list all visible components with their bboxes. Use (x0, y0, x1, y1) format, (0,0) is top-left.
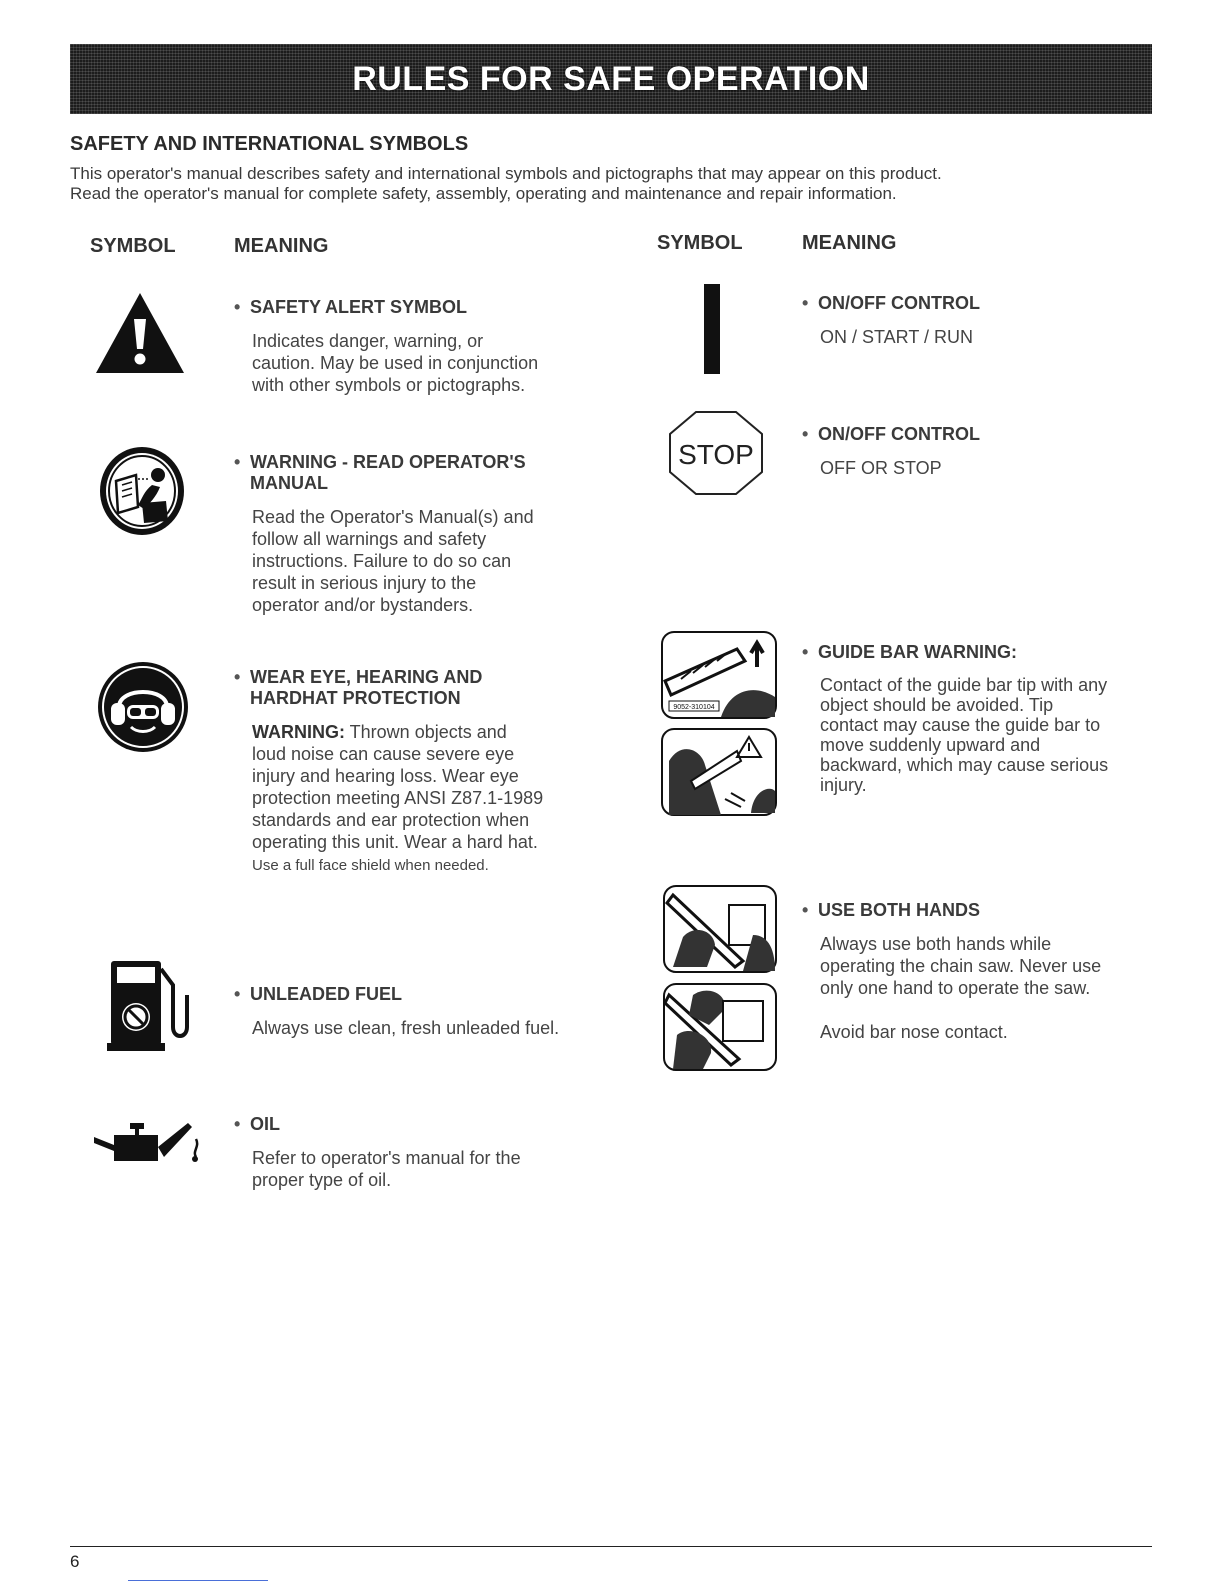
banner-title: RULES FOR SAFE OPERATION (352, 59, 870, 98)
svg-text:STOP: STOP (678, 439, 754, 470)
entry-body: ON / START / RUN (820, 327, 974, 347)
entry-title: • GUIDE BAR WARNING: (802, 642, 1017, 662)
face-shield-note: Use a full face shield when needed. (252, 857, 489, 874)
entry-safety-alert (234, 297, 614, 396)
entry-oil (234, 1114, 614, 1191)
entry-title: • ON/OFF CONTROL (802, 424, 980, 444)
entry-body (234, 721, 614, 876)
entry-body: Always use both hands while operating the chain saw. Never use only one hand to operate the saw. (820, 934, 1102, 998)
entry-body-2: Avoid bar nose contact. (820, 1022, 1008, 1042)
entry-body: Refer to operator's manual for the proper type of oil. (252, 1148, 521, 1190)
svg-text:9052-310104: 9052-310104 (673, 704, 715, 711)
intro-line-2: Read the operator's manual for complete safety, assembly, operating and maintenance and repair information. (70, 184, 897, 203)
left-meaning-header: MEANING (234, 235, 329, 257)
left-symbol-header: SYMBOL (90, 235, 176, 257)
safety-alert-icon (94, 289, 186, 382)
entry-body: OFF OR STOP (820, 458, 942, 478)
intro-text (70, 164, 1160, 204)
stop-sign-icon (668, 410, 764, 501)
eye-ear-protection-icon (97, 661, 189, 758)
link-underline (128, 1580, 268, 1581)
entry-body: Contact of the guide bar tip with any object should be avoided. Tip contact may cause the guide bar to move suddenly upward and backward, which may cause serious injury. (820, 675, 1109, 795)
entry-body: Read the Operator's Manual(s) and follow all warnings and safety instructions. Failure to do so can result in serious injury to the operator and/or bystanders. (252, 507, 534, 615)
entry-body: Always use clean, fresh unleaded fuel. (252, 1018, 560, 1038)
entry-guide-bar (802, 642, 1162, 795)
page-number: 6 (70, 1552, 80, 1571)
fuel-pump-icon (107, 955, 191, 1060)
section-heading: SAFETY AND INTERNATIONAL SYMBOLS (70, 133, 469, 155)
guide-bar-kickback-icon (661, 631, 777, 822)
entry-body: Indicates danger, warning, or caution. May be used in conjunction with other symbols or pictographs. (252, 331, 539, 395)
entry-both-hands (802, 900, 1162, 1043)
on-bar-icon (704, 284, 720, 374)
entry-fuel (234, 984, 614, 1039)
entry-title: • OIL (234, 1114, 280, 1134)
warning-lead: WARNING: (252, 722, 345, 742)
entry-title: • WARNING - READ OPERATOR'S MANUAL (234, 452, 526, 493)
entry-off-control (802, 424, 1162, 479)
oil-can-icon (92, 1117, 202, 1174)
entry-title: • SAFETY ALERT SYMBOL (234, 297, 468, 317)
right-symbol-header: SYMBOL (657, 232, 743, 254)
warning-text: Thrown objects and loud noise can cause severe eye injury and hearing loss. Wear eye protection meeting ANSI Z87.1-1989 standards and ear protection when operating this unit. Wear a hard hat. (252, 722, 544, 852)
entry-read-manual (234, 452, 614, 616)
entry-title: • ON/OFF CONTROL (802, 293, 980, 313)
entry-title: • UNLEADED FUEL (234, 984, 402, 1004)
intro-line-1: This operator's manual describes safety and international symbols and pictographs that may appear on this product. (70, 164, 942, 183)
footer-rule (70, 1546, 1152, 1547)
read-manual-icon (98, 445, 186, 542)
entry-on-control (802, 293, 1162, 348)
right-meaning-header: MEANING (802, 232, 897, 254)
page-banner (70, 44, 1152, 114)
entry-title: • WEAR EYE, HEARING AND HARDHAT PROTECTION (234, 667, 483, 708)
entry-protection (234, 667, 614, 876)
entry-title: • USE BOTH HANDS (802, 900, 981, 920)
both-hands-icon (663, 885, 779, 1076)
